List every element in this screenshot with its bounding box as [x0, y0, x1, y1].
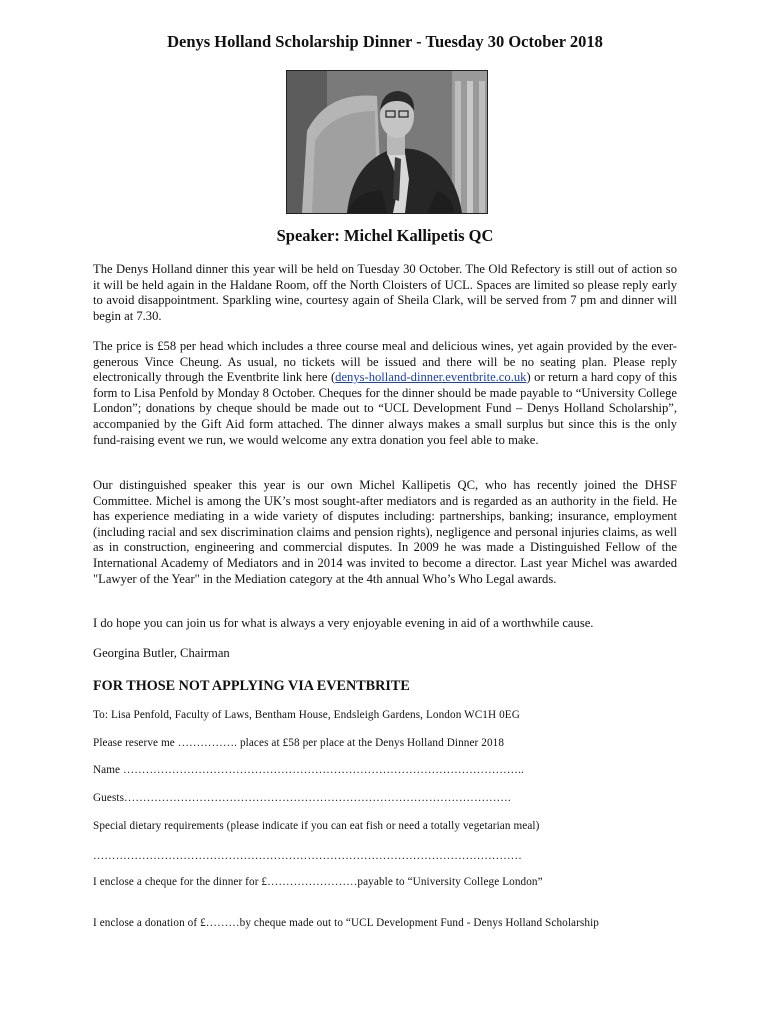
form-to-address: To: Lisa Penfold, Faculty of Laws, Bentham House, Endsleigh Gardens, London WC1H 0EG: [93, 709, 520, 721]
price-text: The price is £58 per head which includes a three course meal and delicious wines, yet again provided by the ever-generous Vince Cheung. As usual, no tickets will be issued and there will be no seating plan. Please reply electronically through the Eventbrite link here (: [93, 339, 677, 385]
speaker-heading: Speaker: Michel Kallipetis QC: [276, 226, 494, 245]
paragraph-closing: I do hope you can join us for what is always a very enjoyable evening in aid of a worthwhile cause.: [93, 616, 594, 630]
eventbrite-link[interactable]: denys-holland-dinner.eventbrite.co.uk: [335, 370, 527, 385]
paragraph-speaker-bio: Our distinguished speaker this year is our own Michel Kallipetis QC, who has recently joined the DHSF Committee. Michel is among the UK’s most sought-after mediators and is regarded as an authority in the field. He has experience mediating in a wide variety of disputes including: partnerships, banking; insurance, employment (including racial and sex discrimination claims and pension rights), negligence and personal injuries claims, as well as in construction, engineering and commercial disputes. In 2009 he was made a Distinguished Fellow of the International Academy of Mediators and in 2014 was invited to become a director. Last year Michel was awarded "Lawyer of the Year" in the Mediation category at the 4th annual Who’s Who Legal awards.: [93, 478, 677, 586]
form-heading: FOR THOSE NOT APPLYING VIA EVENTBRITE: [93, 678, 410, 694]
form-cheque-line[interactable]: I enclose a cheque for the dinner for £……………………payable to “University College London”: [93, 876, 543, 888]
form-donation-line[interactable]: I enclose a donation of £………by cheque made out to “UCL Development Fund - Denys Holland Scholarship: [93, 917, 599, 929]
signoff: Georgina Butler, Chairman: [93, 646, 230, 660]
price-text-continued: ) or return a hard copy of this form to Lisa Penfold by Monday 8 October. Cheques for the dinner should be made payable to “University College London”; donations by cheque should be made out to “UCL Development Fund – Denys Holland Scholarship”, accompanied by the Gift Aid form attached. The dinner always makes a small surplus but since this is the only fund-raising event we run, we would welcome any extra donation you feel able to make.: [93, 370, 677, 447]
form-guests-field[interactable]: Guests………………………………………………………………………………………….: [93, 792, 511, 804]
page-title: Denys Holland Scholarship Dinner - Tuesday 30 October 2018: [167, 32, 603, 51]
paragraph-price: [93, 339, 677, 448]
form-name-field[interactable]: Name ……………………………………………………………………………………………..: [93, 764, 524, 776]
speaker-photo: [286, 70, 488, 214]
form-dietary-field[interactable]: ……………………………………………………………………………………………………: [93, 850, 522, 862]
form-dietary-label: Special dietary requirements (please indicate if you can eat fish or need a totally vegetarian meal): [93, 820, 540, 832]
paragraph-venue: The Denys Holland dinner this year will be held on Tuesday 30 October. The Old Refectory is still out of action so it will be held again in the Haldane Room, off the North Cloisters of UCL. Spaces are limited so please reply early to avoid disappointment. Sparkling wine, courtesy again of Sheila Clark, will be served from 7 pm and dinner will begin at 7.30.: [93, 262, 677, 323]
form-reserve-places[interactable]: Please reserve me ……………. places at £58 per place at the Denys Holland Dinner 2018: [93, 737, 505, 749]
